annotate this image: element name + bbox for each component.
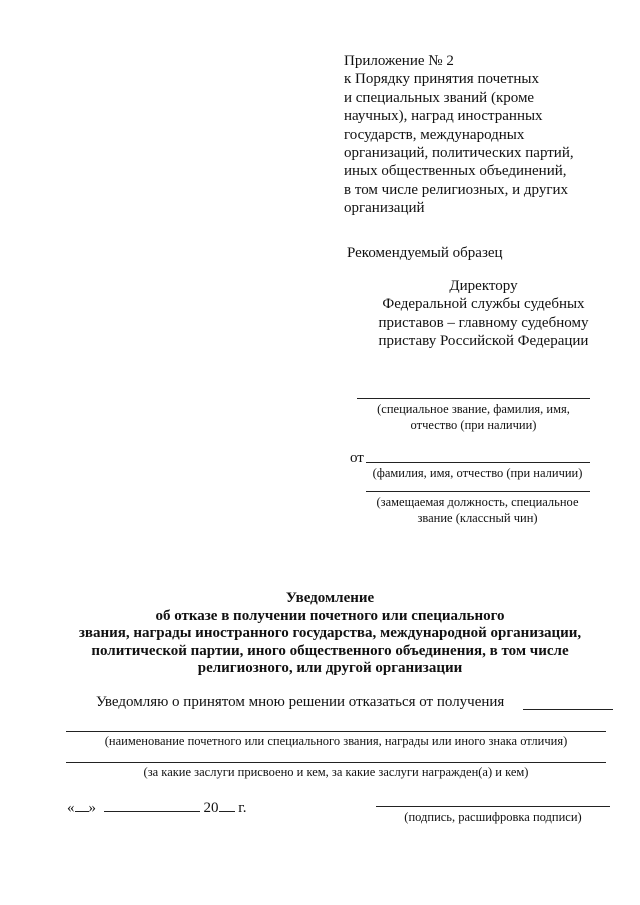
signature-hint: (подпись, расшифровка подписи): [404, 810, 582, 824]
year-field-line[interactable]: [219, 799, 235, 812]
appendix-line: организаций: [344, 200, 425, 217]
notice-title: [40, 590, 620, 678]
appendix-line: организаций, политических партий,: [344, 145, 574, 162]
month-field-line[interactable]: [104, 799, 200, 812]
appendix-line: иных общественных объединений,: [344, 163, 567, 180]
day-field-line[interactable]: [75, 799, 89, 812]
merit-hint: (за какие заслуги присвоено и кем, за какие заслуги награжден(а) и кем): [143, 765, 529, 779]
rank-name-field-line[interactable]: [357, 398, 590, 399]
rank-name-hint: (специальное звание, фамилия, имя,: [377, 402, 570, 416]
appendix-line: Приложение № 2: [344, 53, 454, 69]
award-hint: (наименование почетного или специального звания, награды или иного знака отличия): [104, 734, 568, 748]
sample-label: Рекомендуемый образец: [347, 245, 503, 261]
title-line: политической партии, иного общественного объединения, в том числе: [91, 642, 569, 659]
position-hint: звание (классный чин): [417, 511, 538, 525]
statement-text: Уведомляю о принятом мною решении отказаться от получения: [96, 694, 505, 710]
rank-name-hint: отчество (при наличии): [410, 418, 537, 432]
date-close-quote: »: [88, 800, 96, 816]
position-hint: (замещаемая должность, специальное: [376, 495, 579, 509]
date-field: [67, 799, 246, 817]
appendix-reference: [344, 52, 624, 218]
year-prefix: 20: [203, 800, 219, 816]
addressee-line: приставу Российской Федерации: [378, 333, 589, 350]
appendix-line: к Порядку принятия почетных: [344, 71, 539, 88]
position-field-line[interactable]: [366, 491, 590, 492]
appendix-line: и специальных званий (кроме: [344, 89, 535, 106]
title-line: звания, награды иностранного государства, международной организации,: [78, 625, 582, 641]
from-field-line[interactable]: [366, 462, 590, 463]
addressee-line: Федеральной службы судебных: [382, 296, 585, 313]
title-line: религиозного, или другой организации: [197, 660, 463, 676]
addressee-line: Директору: [449, 278, 518, 294]
year-suffix: г.: [238, 800, 247, 816]
appendix-line: в том числе религиозных, и других: [344, 181, 569, 198]
appendix-line: научных), наград иностранных: [344, 108, 543, 125]
from-label: от: [350, 450, 364, 466]
from-hint: (фамилия, имя, отчество (при наличии): [372, 466, 583, 480]
merit-field-line[interactable]: [66, 762, 606, 763]
addressee-block: [346, 277, 621, 351]
title-line: Уведомление: [285, 590, 375, 606]
signature-field-line[interactable]: [376, 806, 610, 807]
award-field-line-2[interactable]: [66, 731, 606, 732]
addressee-line: приставов – главному судебному: [378, 314, 589, 331]
appendix-line: государств, международных: [344, 126, 525, 143]
title-line: об отказе в получении почетного или специального: [155, 607, 505, 624]
date-open-quote: «: [67, 800, 75, 816]
award-field-line-1[interactable]: [523, 709, 613, 710]
